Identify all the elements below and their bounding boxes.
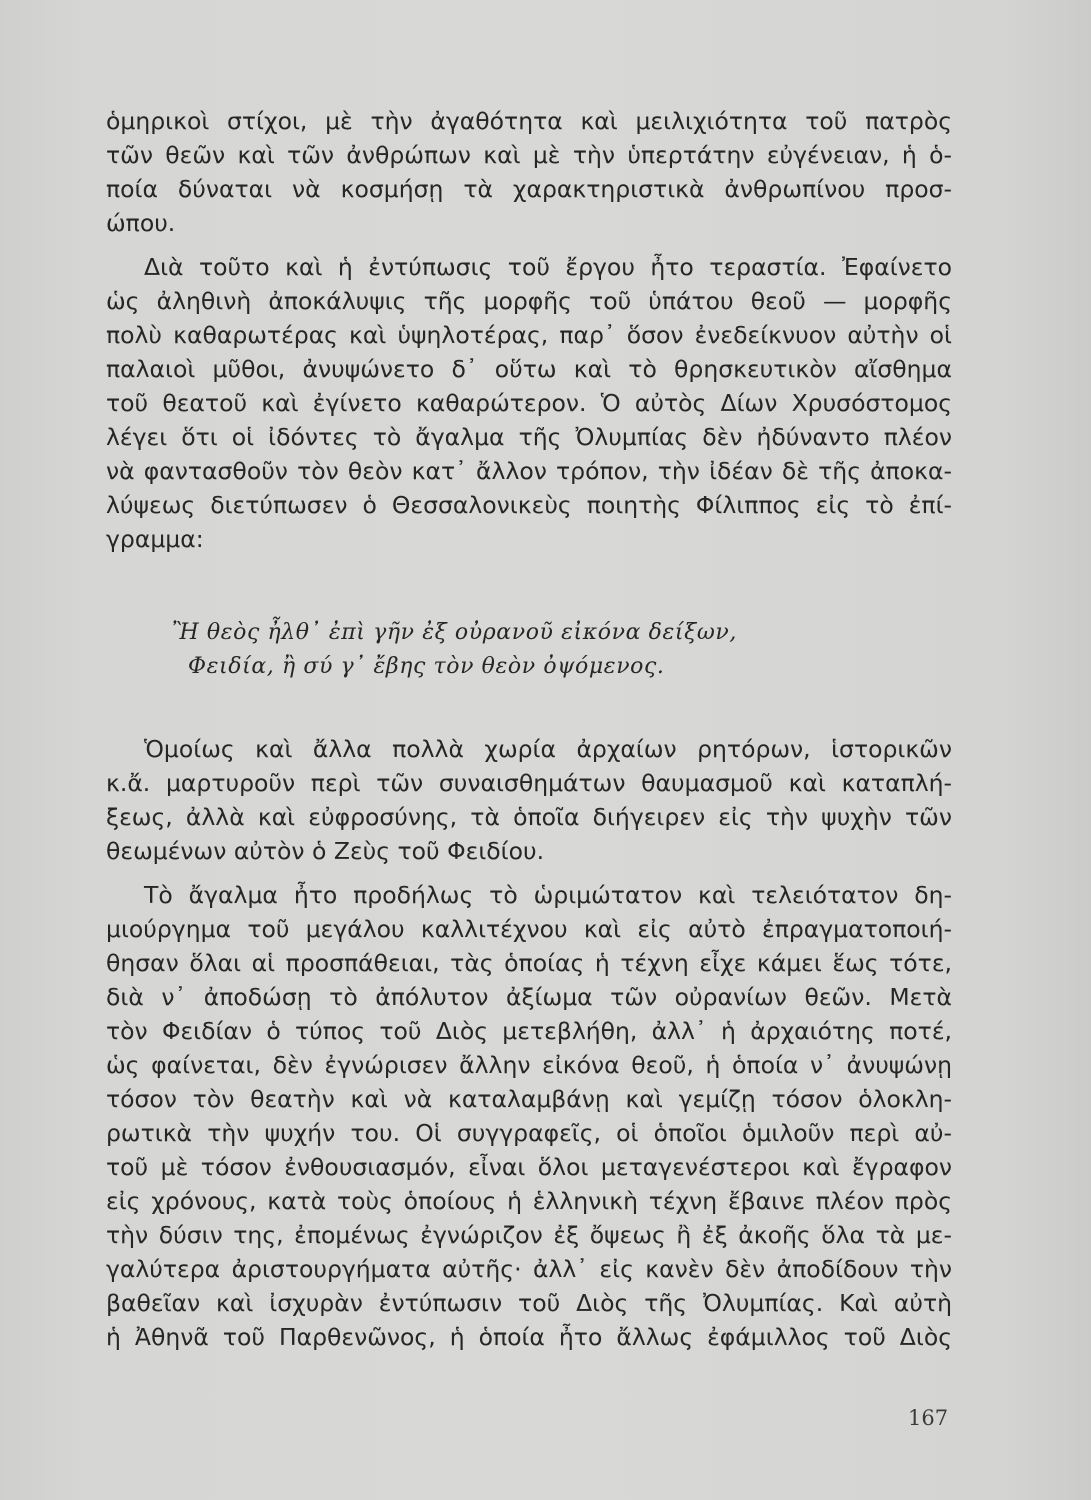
text-line: ποία δύναται νὰ κοσμήσῃ τὰ χαρακτηριστικὰ ἀνθρωπίνου προσ- <box>106 175 952 203</box>
text-line: γαλύτερα ἀριστουργήματα αὐτῆς· ἀλλ᾽ εἰς κανὲν δὲν ἀποδίδουν τὴν <box>106 1255 952 1283</box>
text-line: γραμμα: <box>106 525 204 553</box>
text-line: ὡς φαίνεται, δὲν ἐγνώρισεν ἄλλην εἰκόνα θεοῦ, ἡ ὁποία ν᾽ ἀνυψώνῃ <box>106 1051 952 1079</box>
verse-line: Ἢ θεὸς ἦλθ᾽ ἐπὶ γῆν ἐξ οὐρανοῦ εἰκόνα δείξων, <box>172 620 737 645</box>
verse-line: Φειδία, ἢ σύ γ᾽ ἔβης τὸν θεὸν ὀψόμενος. <box>188 654 665 679</box>
text-line: ρωτικὰ τὴν ψυχήν του. Οἱ συγγραφεῖς, οἱ ὁποῖοι ὁμιλοῦν περὶ αὐ- <box>106 1119 952 1147</box>
text-line: εἰς χρόνους, κατὰ τοὺς ὁποίους ἡ ἑλληνικὴ τέχνη ἔβαινε πλέον πρὸς <box>106 1187 952 1215</box>
text-line: τῶν θεῶν καὶ τῶν ἀνθρώπων καὶ μὲ τὴν ὑπερτάτην εὐγένειαν, ἡ ὁ- <box>106 141 952 169</box>
text-line: τὴν δύσιν της, ἐπομένως ἐγνώριζον ἐξ ὄψεως ἢ ἐξ ἀκοῆς ὅλα τὰ με- <box>106 1221 952 1249</box>
page-number: 167 <box>908 1406 949 1430</box>
text-line: θεωμένων αὐτὸν ὁ Ζεὺς τοῦ Φειδίου. <box>106 837 545 865</box>
text-line: μιούργημα τοῦ μεγάλου καλλιτέχνου καὶ εἰς αὐτὸ ἐπραγματοποιή- <box>106 915 952 943</box>
text-line: βαθεῖαν καὶ ἰσχυρὰν ἐντύπωσιν τοῦ Διὸς τῆς Ὀλυμπίας. Καὶ αὐτὴ <box>106 1289 952 1317</box>
text-line: Τὸ ἄγαλμα ἦτο προδήλως τὸ ὡριμώτατον καὶ τελειότατον δη- <box>144 881 952 909</box>
text-line: θησαν ὅλαι αἱ προσπάθειαι, τὰς ὁποίας ἡ τέχνη εἶχε κάμει ἕως τότε, <box>106 949 952 977</box>
text-line: ξεως, ἀλλὰ καὶ εὐφροσύνης, τὰ ὁποῖα διήγειρεν εἰς τὴν ψυχὴν τῶν <box>106 803 952 831</box>
text-line: τοῦ μὲ τόσον ἐνθουσιασμόν, εἶναι ὅλοι μεταγενέστεροι καὶ ἔγραφον <box>106 1153 952 1181</box>
text-line: ώπου. <box>106 209 176 237</box>
text-line: πολὺ καθαρωτέρας καὶ ὑψηλοτέρας, παρ᾽ ὅσον ἐνεδείκνυον αὐτὴν οἱ <box>106 321 952 349</box>
text-line: τὸν Φειδίαν ὁ τύπος τοῦ Διὸς μετεβλήθη, ἀλλ᾽ ἡ ἀρχαιότης ποτέ, <box>106 1017 952 1045</box>
text-line: ὡς ἀληθινὴ ἀποκάλυψις τῆς μορφῆς τοῦ ὑπάτου θεοῦ — μορφῆς <box>106 287 952 315</box>
text-line: τοῦ θεατοῦ καὶ ἐγίνετο καθαρώτερον. Ὁ αὐτὸς Δίων Χρυσόστομος <box>106 389 952 417</box>
text-line: λέγει ὅτι οἱ ἰδόντες τὸ ἄγαλμα τῆς Ὀλυμπίας δὲν ἠδύναντο πλέον <box>106 423 952 451</box>
text-line: κ.ἄ. μαρτυροῦν περὶ τῶν συναισθημάτων θαυμασμοῦ καὶ καταπλή- <box>106 769 952 797</box>
text-line: λύψεως διετύπωσεν ὁ Θεσσαλονικεὺς ποιητὴς Φίλιππος εἰς τὸ ἐπί- <box>106 491 952 519</box>
text-line: παλαιοὶ μῦθοι, ἀνυψώνετο δ᾽ οὕτω καὶ τὸ θρησκευτικὸν αἴσθημα <box>106 355 952 383</box>
text-line: ἡ Ἀθηνᾶ τοῦ Παρθενῶνος, ἡ ὁποία ἦτο ἄλλως ἐφάμιλλος τοῦ Διὸς <box>106 1323 952 1351</box>
text-line: νὰ φαντασθοῦν τὸν θεὸν κατ᾽ ἄλλον τρόπον, τὴν ἰδέαν δὲ τῆς ἀποκα- <box>106 457 952 485</box>
text-line: ὁμηρικοὶ στίχοι, μὲ τὴν ἀγαθότητα καὶ μειλιχιότητα τοῦ πατρὸς <box>106 107 952 135</box>
text-line: τόσον τὸν θεατὴν καὶ νὰ καταλαμβάνῃ καὶ γεμίζῃ τόσον ὁλοκλη- <box>106 1085 952 1113</box>
text-line: Ὁμοίως καὶ ἄλλα πολλὰ χωρία ἀρχαίων ρητόρων, ἱστορικῶν <box>144 735 952 763</box>
text-line: Διὰ τοῦτο καὶ ἡ ἐντύπωσις τοῦ ἔργου ἦτο τεραστία. Ἐφαίνετο <box>144 253 952 281</box>
text-line: διὰ ν᾽ ἀποδώσῃ τὸ ἀπόλυτον ἀξίωμα τῶν οὐρανίων θεῶν. Μετὰ <box>106 983 952 1011</box>
